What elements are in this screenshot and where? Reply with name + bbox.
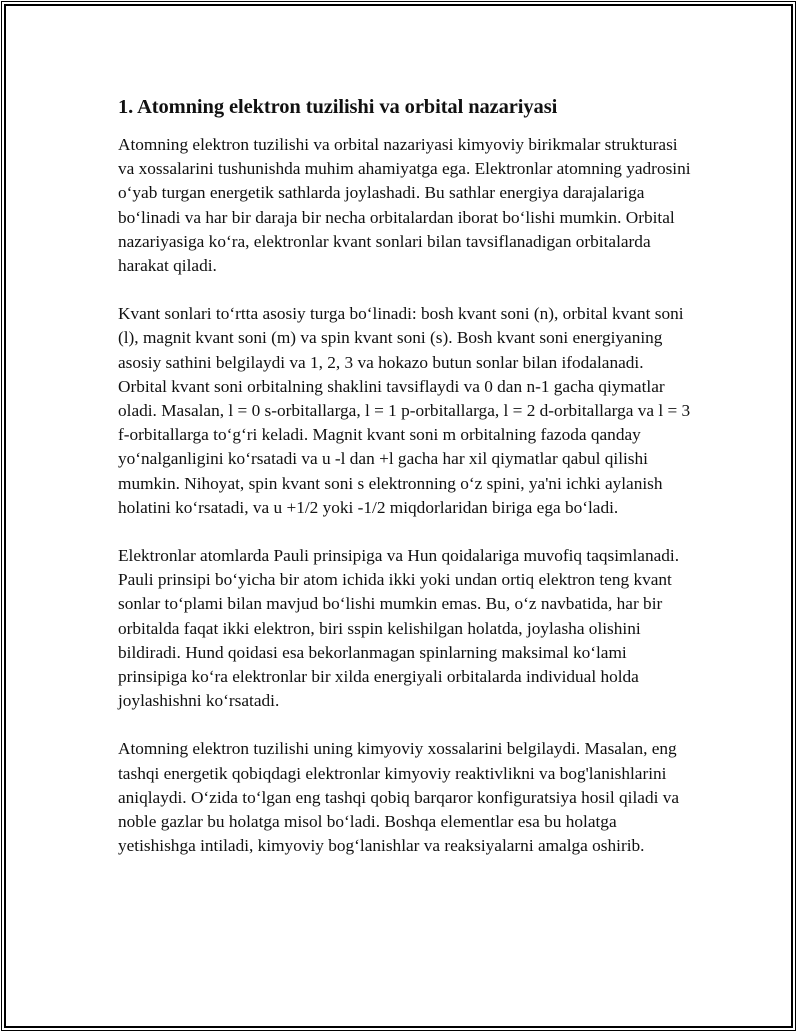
section-heading: 1. Atomning elektron tuzilishi va orbital nazariyasi bbox=[118, 96, 558, 118]
paragraph-quantum-numbers: Kvant sonlari to‘rtta asosiy turga bo‘linadi: bosh kvant soni (n), orbital kvant soni (l), magnit kvant soni (m) va spin kvant soni (s). Bosh kvant soni energiyaning asosiy sathini belgilaydi va 1, 2, 3 va hokazo butun sonlar bilan ifodalanadi. Orbital kvant soni orbitalning shaklini tavsiflaydi va 0 dan n-1 gacha qiymatlar oladi. Masalan, l = 0 s-orbitallarga, l = 1 p-orbitallarga, l = 2 d-orbitallarga va l = 3 f-orbitallarga to‘g‘ri keladi. Magnit kvant soni m orbitalning fazoda qanday yo‘nalganligini ko‘rsatadi va u -l dan +l gacha har xil qiymatlar qabul qilishi mumkin. Nihoyat, spin kvant soni s elektronning o‘z spini, ya'ni ichki aylanish holatini ko‘rsatadi, va u +1/2 yoki -1/2 miqdorlaridan biriga ega bo‘ladi. bbox=[118, 304, 691, 517]
paragraph-pauli-hund: Elektronlar atomlarda Pauli prinsipiga va Hun qoidalariga muvofiq taqsimlanadi. Pauli prinsipi bo‘yicha bir atom ichida ikki yoki undan ortiq elektron teng kvant sonlar to‘plami bilan mavjud bo‘lishi mumkin emas. Bu, o‘z navbatida, har bir orbitalda faqat ikki elektron, biri sspin kelishilgan holatda, joylasha olishini bildiradi. Hund qoidasi esa bekorlanmagan spinlarning maksimal ko‘lami prinsipiga ko‘ra elektronlar bir xilda energiyali orbitalarda individual holda joylashishni ko‘rsatadi. bbox=[118, 546, 680, 711]
paragraph-electron-structure: Atomning elektron tuzilishi va orbital nazariyasi kimyoviy birikmalar strukturasi va xossalarini tushunishda muhim ahamiyatga ega. Elektronlar atomning yadrosini o‘yab turgan energetik sathlarda joylashadi. Bu sathlar energiya darajalariga bo‘linadi va har bir daraja bir necha orbitalardan iborat bo‘lishi mumkin. Orbital nazariyasiga ko‘ra, elektronlar kvant sonlari bilan tavsiflanadigan orbitalarda harakat qiladi. bbox=[118, 135, 691, 276]
paragraph-chemical-properties: Atomning elektron tuzilishi uning kimyoviy xossalarini belgilaydi. Masalan, eng tashqi energetik qobiqdagi elektronlar kimyoviy reaktivlikni va bog'lanishlarini aniqlaydi. O‘zida to‘lgan eng tashqi qobiq barqaror konfiguratsiya hosil qiladi va noble gazlar bu holatga misol bo‘ladi. Boshqa elementlar esa bu holatga yetishishga intiladi, kimyoviy bog‘lanishlar va reaksiyalarni amalga oshirib. bbox=[118, 739, 680, 856]
document-body bbox=[118, 95, 693, 882]
